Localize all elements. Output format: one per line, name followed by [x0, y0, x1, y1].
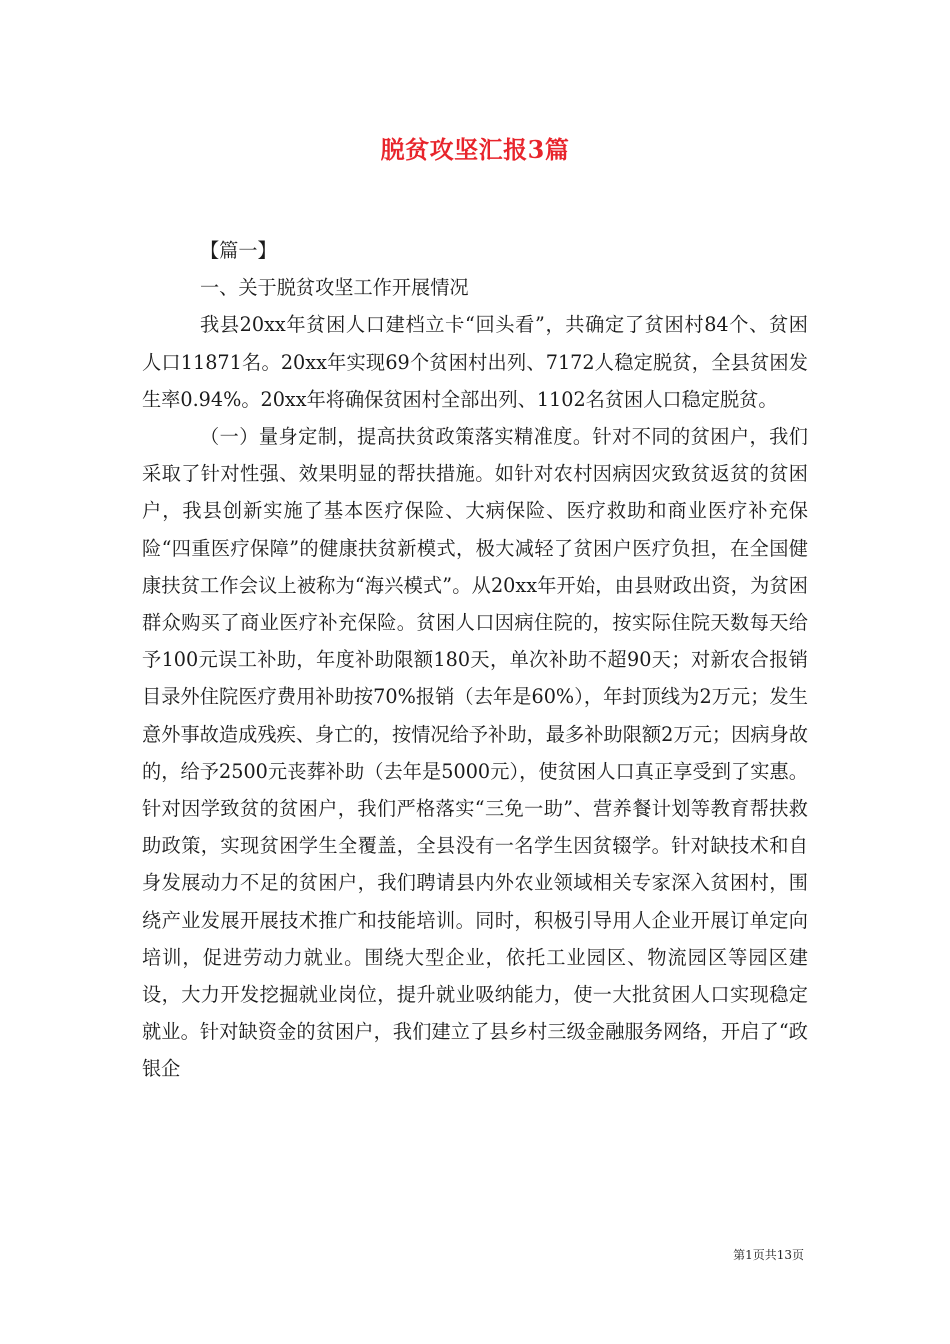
paragraph: （一）量身定制，提高扶贫政策落实精准度。针对不同的贫困户，我们采取了针对性强、效果明显的帮扶措施。如针对农村因病因灾致贫返贫的贫困户，我县创新实施了基本医疗保险、大病保险、医疗救助和商业医疗补充保险“四重医疗保障”的健康扶贫新模式，极大减轻了贫困户医疗负担，在全国健康扶贫工作会议上被称为“海兴模式”。从20xx年开始，由县财政出资，为贫困群众购买了商业医疗补充保险。贫困人口因病住院的，按实际住院天数每天给予100元误工补助，年度补助限额180天，单次补助不超90天；对新农合报销目录外住院医疗费用补助按70%报销（去年是60%），年封顶线为2万元；发生意外事故造成残疾、身亡的，按情况给予补助，最多补助限额2万元；因病身故的，给予2500元丧葬补助（去年是5000元），使贫困人口真正享受到了实惠。针对因学致贫的贫困户，我们严格落实“三免一助”、营养餐计划等教育帮扶救助政策，实现贫困学生全覆盖，全县没有一名学生因贫辍学。针对缺技术和自身发展动力不足的贫困户，我们聘请县内外农业领域相关专家深入贫困村，围绕产业发展开展技术推广和技能培训。同时，积极引导用人企业开展订单定向培训，促进劳动力就业。围绕大型企业，依托工业园区、物流园区等园区建设，大力开发挖掘就业岗位，提升就业吸纳能力，使一大批贫困人口实现稳定就业。针对缺资金的贫困户，我们建立了县乡村三级金融服务网络，开启了“政银企	[142, 425, 808, 1081]
paragraph: 我县20xx年贫困人口建档立卡“回头看”，共确定了贫困村84个、贫困人口11871名。20xx年实现69个贫困村出列、7172人稳定脱贫，全县贫困发生率0.94%。20xx年将确保贫困村全部出列、1102名贫困人口稳定脱贫。	[142, 313, 808, 411]
section-heading: 一、关于脱贫攻坚工作开展情况	[200, 276, 469, 300]
page-number: 第1页共13页	[733, 1248, 804, 1262]
document-title: 脱贫攻坚汇报3篇	[380, 135, 570, 164]
section-mark: 【篇一】	[200, 239, 277, 262]
document-body	[142, 232, 808, 1088]
